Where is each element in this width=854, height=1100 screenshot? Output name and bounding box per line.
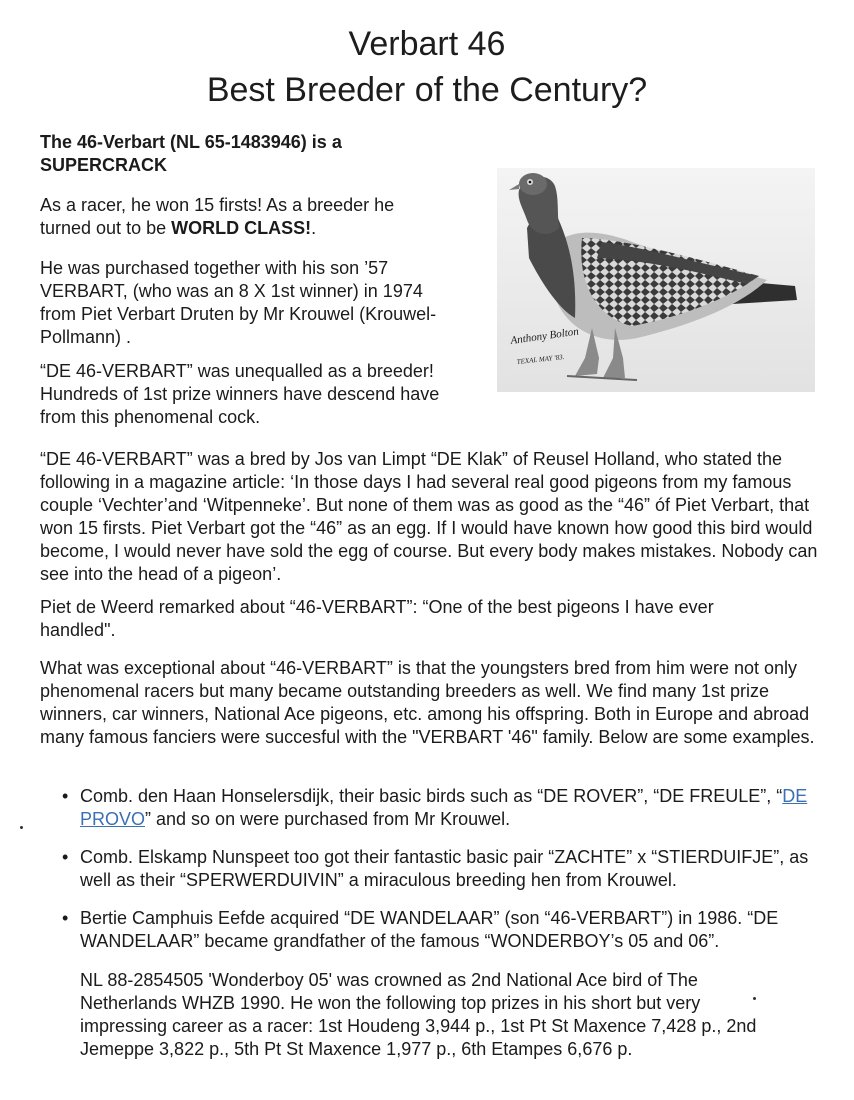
pigeon-illustration — [497, 168, 815, 392]
list-item-text: Comb. den Haan Honselersdijk, their basic birds such as “DE ROVER”, “DE FREULE”, “ — [80, 786, 783, 806]
pigeon-photo — [497, 168, 815, 392]
world-class-text: WORLD CLASS! — [171, 218, 312, 238]
intro-heading: The 46-Verbart (NL 65-1483946) is a SUPERCRACK — [40, 132, 342, 175]
scan-speck — [753, 997, 756, 1000]
scan-speck — [20, 826, 23, 829]
bred-by-paragraph: “DE 46-VERBART” was a bred by Jos van Limpt “DE Klak” of Reusel Holland, who stated the following in a magazine article: ‘In those days I had several real good pigeons from my famous couple ‘Vechter’and ‘Witpenneke’. But none of them was as good as the “46” óf Piet Verbart, that won 15 firsts. Piet Verbart got the “46” as an egg. If I would have known how good this bird would become, I would never have sold the egg of course. But every body makes mistakes. Nobody can see into the head of a pigeon’. — [40, 449, 818, 584]
list-item: Bertie Camphuis Eefde acquired “DE WANDELAAR” (son “46-VERBART”) in 1986. “DE WANDELAAR” became grandfather of the famous “WONDERBOY’s 05 and 06”. — [80, 908, 779, 951]
racer-text: As a racer, he won 15 firsts! As a breeder he turned out to be — [40, 195, 395, 238]
page-subtitle: Best Breeder of the Century? — [206, 71, 648, 109]
list-item-text-end: ” and so on were purchased from Mr Krouwel. — [145, 809, 511, 829]
bullet-marker: • — [62, 786, 69, 806]
exceptional-paragraph: What was exceptional about “46-VERBART” is that the youngsters bred from him were not only phenomenal racers but many became outstanding breeders as well. We find many 1st prize winners, car winners, National Ace pigeons, etc. among his offspring. Both in Europe and abroad many famous fanciers were succesful with the "VERBART '46" family. Below are some examples. — [40, 658, 815, 747]
bullet-marker: • — [62, 847, 69, 867]
wonderboy-paragraph: NL 88-2854505 'Wonderboy 05' was crowned as 2nd National Ace bird of The Netherlands WHZB 1990. He won the following top prizes in his short but very impressing career as a racer: 1st Houdeng 3,944 p., 1st Pt St Maxence 7,428 p., 2nd Jemeppe 3,822 p., 5th Pt St Maxence 1,977 p., 6th Etampes 6,676 p. — [80, 970, 757, 1059]
weerd-paragraph: Piet de Weerd remarked about “46-VERBART”: “One of the best pigeons I have ever handled". — [40, 597, 714, 640]
photo-signature-date: TEXAL MAY '83. — [516, 353, 565, 366]
de-provo-link[interactable]: DE PROVO — [80, 786, 808, 829]
racer-end: . — [311, 218, 317, 238]
bullet-marker: • — [62, 908, 69, 928]
racer-paragraph — [40, 194, 440, 240]
purchase-paragraph: He was purchased together with his son ’57 VERBART, (who was an 8 X 1st winner) in 1974 from Piet Verbart Druten by Mr Krouwel (Krouwel-Pollmann) . — [40, 258, 437, 347]
photo-signature: Anthony Bolton — [509, 325, 580, 347]
list-item — [80, 785, 820, 831]
list-item: Comb. Elskamp Nunspeet too got their fantastic basic pair “ZACHTE” x “STIERDUIFJE”, as well as their “SPERWERDUIVIN” a miraculous breeding hen from Krouwel. — [80, 847, 809, 890]
unequalled-paragraph: “DE 46-VERBART” was unequalled as a breeder! Hundreds of 1st prize winners have descend have from this phenomenal cock. — [40, 361, 440, 427]
page-title: Verbart 46 — [348, 25, 506, 63]
